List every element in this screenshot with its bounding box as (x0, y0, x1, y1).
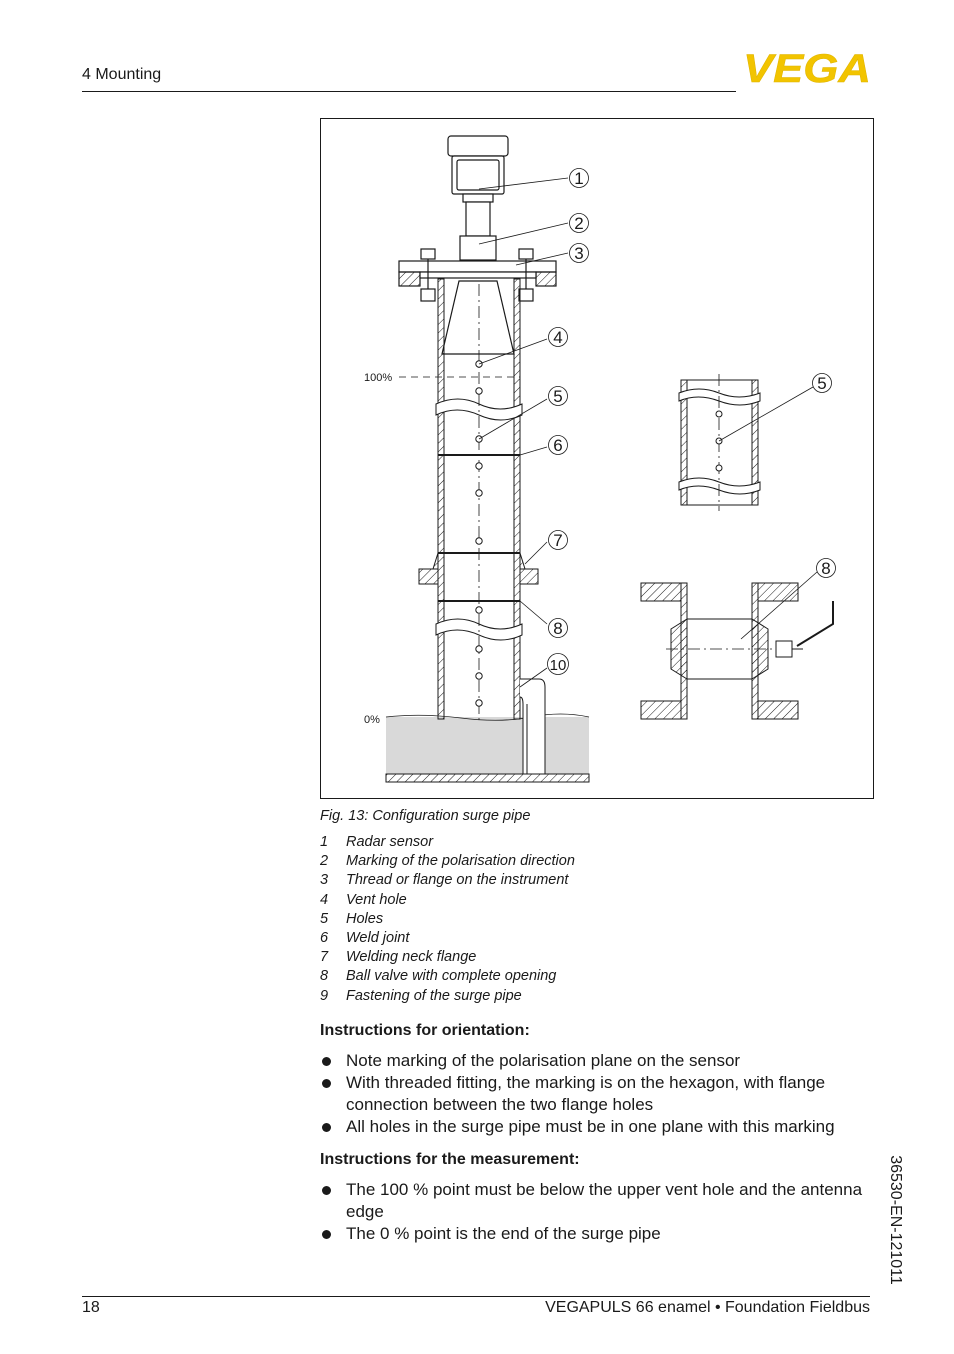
legend-num: 4 (320, 891, 329, 908)
callout-7 (549, 531, 568, 551)
legend-text: Weld joint (346, 929, 410, 946)
bullet-icon (322, 1057, 331, 1066)
list-item (320, 1179, 870, 1223)
horn-antenna (442, 281, 514, 354)
legend-item (320, 872, 575, 891)
liquid-area (386, 717, 589, 774)
legend-num: 3 (320, 872, 329, 889)
list-item (320, 1050, 870, 1072)
surge-pipe-drawing (321, 119, 875, 800)
list-item (320, 1223, 870, 1245)
callout-10 (548, 654, 569, 675)
legend-num: 1 (320, 834, 329, 850)
detail-ball-valve (641, 583, 833, 719)
legend-item (320, 988, 575, 1007)
bullet-icon (322, 1186, 331, 1195)
list-item (320, 1116, 870, 1138)
legend-num: 7 (320, 949, 329, 966)
callout-8-text: 8 (553, 619, 563, 638)
callout-8 (549, 619, 568, 639)
vega-logo (741, 50, 873, 86)
list-item (320, 1072, 870, 1116)
callout-4 (549, 328, 568, 348)
callout-2-text: 2 (574, 214, 584, 233)
legend-text: Welding neck flange (346, 949, 477, 966)
callout-6 (549, 436, 568, 456)
callout-8-detail-text: 8 (821, 559, 831, 578)
legend-num: 2 (320, 853, 329, 870)
fastening-bracket (520, 679, 545, 774)
legend-item (320, 911, 575, 930)
legend-text: Vent hole (346, 891, 407, 908)
legend-item (320, 968, 575, 987)
orientation-list (320, 1050, 870, 1138)
list-item-text: The 0 % point is the end of the surge pipe (346, 1224, 661, 1243)
side-document-number-text: 36530-EN-121011 (887, 1155, 904, 1285)
callout-4-text: 4 (553, 328, 563, 347)
legend-num: 6 (320, 929, 329, 946)
list-item-text: Note marking of the polarisation plane on the sensor (346, 1051, 741, 1070)
legend-text: Fastening of the surge pipe (346, 987, 522, 1004)
legend-num: 8 (320, 968, 329, 985)
header-section-title: 4 Mounting (82, 66, 162, 83)
callout-2 (570, 214, 589, 234)
legend-item (320, 853, 575, 872)
callout-7-text: 7 (553, 531, 563, 550)
callout-5 (549, 387, 568, 407)
measurement-heading: Instructions for the measurement: (320, 1151, 580, 1168)
detail-pipe-holes (679, 374, 760, 511)
figure-caption: Fig. 13: Configuration surge pipe (320, 808, 531, 824)
callout-10-text: 10 (549, 657, 567, 674)
bullet-icon (322, 1079, 331, 1088)
legend-text: Holes (346, 910, 384, 927)
side-document-number (880, 1140, 910, 1300)
callout-5-detail (813, 374, 832, 394)
legend-text: Marking of the polarisation direction (346, 853, 575, 870)
figure-legend (320, 834, 575, 1007)
callout-1 (570, 169, 589, 189)
legend-text: Ball valve with complete opening (346, 968, 557, 985)
bullet-icon (322, 1230, 331, 1239)
level-100-label: 100% (364, 372, 393, 384)
level-0-label: 0% (364, 714, 380, 726)
list-item-text: With threaded fitting, the marking is on the hexagon, with flange connection between the two flange holes (346, 1073, 826, 1114)
legend-text: Radar sensor (346, 834, 434, 850)
page-number: 18 (82, 1299, 100, 1316)
figure-frame (320, 118, 874, 799)
legend-num: 9 (320, 987, 329, 1004)
tank-bottom (386, 774, 589, 782)
callout-5-detail-text: 5 (817, 374, 827, 393)
measurement-list (320, 1179, 870, 1245)
vega-logo-text: VEGA (743, 50, 871, 86)
legend-text: Thread or flange on the instrument (346, 872, 569, 889)
callout-3 (570, 244, 589, 264)
legend-item (320, 892, 575, 911)
callout-1-text: 1 (574, 169, 584, 188)
footer-rule (82, 1296, 870, 1297)
list-item-text: The 100 % point must be below the upper vent hole and the antenna edge (346, 1180, 863, 1221)
callout-6-text: 6 (553, 436, 563, 455)
callout-8-detail (817, 559, 836, 579)
orientation-heading: Instructions for orientation: (320, 1022, 530, 1039)
header-rule (82, 91, 736, 92)
legend-item (320, 834, 575, 853)
radar-sensor (448, 136, 508, 260)
legend-item (320, 949, 575, 968)
bullet-icon (322, 1123, 331, 1132)
callout-3-text: 3 (574, 244, 584, 263)
footer-title: VEGAPULS 66 enamel • Foundation Fieldbus (545, 1299, 870, 1316)
callout-5-text: 5 (553, 387, 563, 406)
welding-neck-flange (419, 553, 538, 584)
legend-item (320, 930, 575, 949)
legend-num: 5 (320, 910, 329, 927)
list-item-text: All holes in the surge pipe must be in one plane with this marking (346, 1117, 835, 1136)
